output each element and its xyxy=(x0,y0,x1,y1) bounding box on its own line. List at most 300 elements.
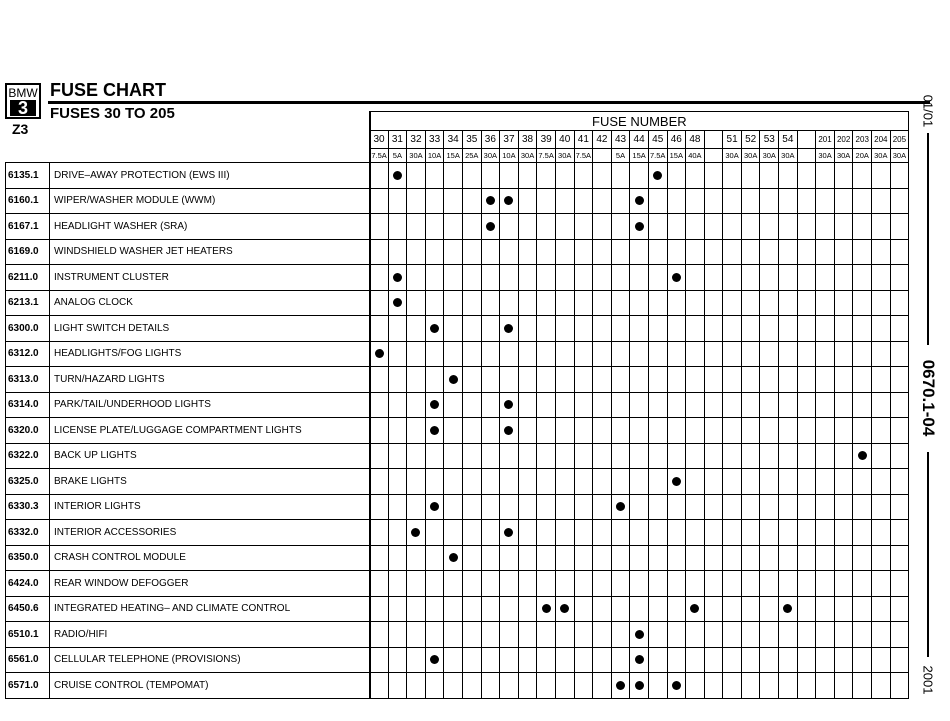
fuse-cell xyxy=(816,290,835,316)
fuse-cell xyxy=(630,520,649,546)
fuse-cell xyxy=(686,647,705,673)
fuse-cell xyxy=(537,367,556,393)
fuse-cell xyxy=(760,341,779,367)
fuse-cell xyxy=(518,265,537,291)
fuse-used-dot xyxy=(430,655,439,664)
table-row xyxy=(6,571,909,597)
fuse-cell xyxy=(853,239,872,265)
fuse-cell xyxy=(686,596,705,622)
fuse-amperage-cell xyxy=(704,149,723,163)
fuse-cell xyxy=(797,239,816,265)
fuse-cell xyxy=(797,214,816,240)
fuse-cell xyxy=(593,290,612,316)
fuse-cell xyxy=(667,647,686,673)
fuse-cell xyxy=(388,392,407,418)
fuse-cell xyxy=(462,673,481,699)
fuse-cell xyxy=(574,341,593,367)
fuse-cell xyxy=(574,545,593,571)
fuse-cell xyxy=(611,214,630,240)
fuse-cell xyxy=(779,443,798,469)
fuse-cell xyxy=(704,239,723,265)
fuse-cell xyxy=(425,494,444,520)
fuse-cell xyxy=(872,596,891,622)
fuse-cell xyxy=(574,443,593,469)
fuse-cell xyxy=(834,545,853,571)
fuse-cell xyxy=(630,596,649,622)
fuse-cell xyxy=(593,622,612,648)
fuse-cell xyxy=(816,392,835,418)
fuse-cell xyxy=(481,163,500,189)
fuse-amperage-cell: 7.5A xyxy=(537,149,556,163)
fuse-cell xyxy=(407,239,426,265)
fuse-cell xyxy=(518,443,537,469)
fuse-cell xyxy=(518,392,537,418)
fuse-cell xyxy=(890,239,909,265)
fuse-cell xyxy=(741,545,760,571)
fuse-cell xyxy=(834,163,853,189)
fuse-amperage-cell xyxy=(593,149,612,163)
fuse-cell xyxy=(555,571,574,597)
fuse-cell xyxy=(779,469,798,495)
fuse-cell xyxy=(704,545,723,571)
fuse-cell xyxy=(462,392,481,418)
fuse-cell xyxy=(537,494,556,520)
circuit-description: CRUISE CONTROL (TEMPOMAT) xyxy=(50,673,370,699)
fuse-cell xyxy=(630,163,649,189)
fuse-cell xyxy=(834,290,853,316)
fuse-amperage-cell: 20A xyxy=(853,149,872,163)
fuse-number-cell: 44 xyxy=(630,131,649,149)
fuse-cell xyxy=(667,392,686,418)
fuse-cell xyxy=(537,520,556,546)
fuse-cell xyxy=(611,265,630,291)
fuse-number-cell: 42 xyxy=(593,131,612,149)
fuse-cell xyxy=(797,290,816,316)
fuse-cell xyxy=(518,316,537,342)
fuse-cell xyxy=(425,188,444,214)
fuse-cell xyxy=(853,418,872,444)
fuse-cell xyxy=(853,341,872,367)
fuse-cell xyxy=(425,316,444,342)
fuse-cell xyxy=(574,367,593,393)
fuse-used-dot xyxy=(393,298,402,307)
fuse-cell xyxy=(816,188,835,214)
fuse-cell xyxy=(481,622,500,648)
fuse-cell xyxy=(537,596,556,622)
fuse-number-cell: 40 xyxy=(555,131,574,149)
fuse-cell xyxy=(555,392,574,418)
fuse-cell xyxy=(760,520,779,546)
fuse-cell xyxy=(630,418,649,444)
fuse-cell xyxy=(630,443,649,469)
fuse-cell xyxy=(853,520,872,546)
fuse-cell xyxy=(667,214,686,240)
fuse-cell xyxy=(481,392,500,418)
fuse-cell xyxy=(760,647,779,673)
fuse-cell xyxy=(686,622,705,648)
fuse-amperage-cell: 7.5A xyxy=(370,149,389,163)
fuse-cell xyxy=(816,469,835,495)
fuse-number-cell: 51 xyxy=(723,131,742,149)
fuse-cell xyxy=(853,673,872,699)
table-row xyxy=(6,545,909,571)
circuit-description: WIPER/WASHER MODULE (WWM) xyxy=(50,188,370,214)
circuit-description: LIGHT SWITCH DETAILS xyxy=(50,316,370,342)
fuse-cell xyxy=(555,188,574,214)
fuse-cell xyxy=(686,520,705,546)
fuse-number-cell xyxy=(704,131,723,149)
fuse-cell xyxy=(834,443,853,469)
fuse-cell xyxy=(444,214,463,240)
fuse-cell xyxy=(388,545,407,571)
fuse-cell xyxy=(779,520,798,546)
fuse-cell xyxy=(611,571,630,597)
fuse-number-cell: 48 xyxy=(686,131,705,149)
fuse-cell xyxy=(388,316,407,342)
fuse-cell xyxy=(407,494,426,520)
fuse-cell xyxy=(388,418,407,444)
fuse-cell xyxy=(779,545,798,571)
fuse-cell xyxy=(686,494,705,520)
fuse-number-cell: 32 xyxy=(407,131,426,149)
fuse-cell xyxy=(816,443,835,469)
fuse-used-dot xyxy=(504,528,513,537)
fuse-cell xyxy=(890,367,909,393)
fuse-cell xyxy=(407,571,426,597)
fuse-number-cell: 31 xyxy=(388,131,407,149)
fuse-cell xyxy=(630,647,649,673)
fuse-cell xyxy=(648,571,667,597)
fuse-cell xyxy=(500,469,519,495)
fuse-cell xyxy=(481,290,500,316)
fuse-cell xyxy=(555,367,574,393)
fuse-cell xyxy=(555,596,574,622)
fuse-cell xyxy=(704,214,723,240)
circuit-code: 6160.1 xyxy=(6,188,50,214)
fuse-cell xyxy=(555,520,574,546)
fuse-cell xyxy=(834,469,853,495)
fuse-cell xyxy=(370,545,389,571)
fuse-cell xyxy=(853,316,872,342)
fuse-cell xyxy=(388,571,407,597)
fuse-cell xyxy=(648,418,667,444)
fuse-cell xyxy=(741,290,760,316)
fuse-cell xyxy=(444,392,463,418)
fuse-used-dot xyxy=(635,222,644,231)
fuse-cell xyxy=(611,469,630,495)
fuse-cell xyxy=(779,265,798,291)
fuse-cell xyxy=(574,520,593,546)
fuse-cell xyxy=(816,622,835,648)
fuse-cell xyxy=(574,290,593,316)
fuse-cell xyxy=(723,571,742,597)
fuse-cell xyxy=(816,367,835,393)
fuse-cell xyxy=(370,239,389,265)
fuse-used-dot xyxy=(672,477,681,486)
fuse-cell xyxy=(648,596,667,622)
fuse-used-dot xyxy=(635,630,644,639)
fuse-number-cell: 36 xyxy=(481,131,500,149)
fuse-number-heading: FUSE NUMBER xyxy=(370,112,909,131)
fuse-cell xyxy=(890,392,909,418)
fuse-cell xyxy=(779,673,798,699)
fuse-cell xyxy=(667,622,686,648)
fuse-cell xyxy=(462,214,481,240)
fuse-cell xyxy=(704,265,723,291)
fuse-cell xyxy=(537,265,556,291)
fuse-used-dot xyxy=(430,426,439,435)
fuse-cell xyxy=(648,469,667,495)
fuse-number-cell: 52 xyxy=(741,131,760,149)
fuse-cell xyxy=(593,571,612,597)
fuse-cell xyxy=(741,443,760,469)
fuse-cell xyxy=(723,214,742,240)
fuse-cell xyxy=(370,367,389,393)
fuse-cell xyxy=(425,647,444,673)
fuse-cell xyxy=(444,520,463,546)
fuse-cell xyxy=(500,443,519,469)
fuse-cell xyxy=(779,596,798,622)
fuse-cell xyxy=(388,367,407,393)
fuse-cell xyxy=(760,392,779,418)
fuse-cell xyxy=(481,673,500,699)
fuse-number-cell: 37 xyxy=(500,131,519,149)
fuse-used-dot xyxy=(616,681,625,690)
fuse-cell xyxy=(797,647,816,673)
fuse-cell xyxy=(760,571,779,597)
fuse-cell xyxy=(667,239,686,265)
fuse-cell xyxy=(890,163,909,189)
fuse-cell xyxy=(648,494,667,520)
table-row xyxy=(6,443,909,469)
fuse-cell xyxy=(500,494,519,520)
fuse-amperage-cell: 30A xyxy=(872,149,891,163)
fuse-number-cell: 43 xyxy=(611,131,630,149)
fuse-cell xyxy=(797,596,816,622)
fuse-cell xyxy=(444,367,463,393)
fuse-cell xyxy=(741,214,760,240)
fuse-cell xyxy=(667,545,686,571)
table-row xyxy=(6,163,909,189)
fuse-used-dot xyxy=(672,273,681,282)
fuse-cell xyxy=(667,290,686,316)
fuse-cell xyxy=(593,265,612,291)
fuse-cell xyxy=(834,265,853,291)
fuse-cell xyxy=(425,545,444,571)
fuse-cell xyxy=(686,341,705,367)
fuse-cell xyxy=(555,545,574,571)
fuse-cell xyxy=(834,647,853,673)
fuse-cell xyxy=(779,290,798,316)
fuse-cell xyxy=(648,673,667,699)
logo-model: Z3 xyxy=(12,121,29,137)
table-row xyxy=(6,520,909,546)
fuse-cell xyxy=(462,316,481,342)
fuse-cell xyxy=(425,392,444,418)
fuse-cell xyxy=(611,622,630,648)
fuse-cell xyxy=(500,214,519,240)
fuse-cell xyxy=(872,265,891,291)
fuse-cell xyxy=(853,622,872,648)
fuse-cell xyxy=(593,494,612,520)
circuit-description: RADIO/HIFI xyxy=(50,622,370,648)
fuse-amperage-cell: 15A xyxy=(630,149,649,163)
fuse-cell xyxy=(797,418,816,444)
fuse-cell xyxy=(555,494,574,520)
fuse-cell xyxy=(834,392,853,418)
fuse-cell xyxy=(407,520,426,546)
side-doc-number: 0670.1-04 xyxy=(919,359,938,437)
circuit-code: 6571.0 xyxy=(6,673,50,699)
circuit-description: LICENSE PLATE/LUGGAGE COMPARTMENT LIGHTS xyxy=(50,418,370,444)
fuse-cell xyxy=(853,367,872,393)
fuse-cell xyxy=(444,290,463,316)
fuse-cell xyxy=(667,520,686,546)
fuse-cell xyxy=(407,188,426,214)
fuse-cell xyxy=(834,214,853,240)
fuse-cell xyxy=(611,443,630,469)
fuse-amperage-cell: 30A xyxy=(555,149,574,163)
fuse-cell xyxy=(741,392,760,418)
table-row xyxy=(6,239,909,265)
page-subtitle: FUSES 30 TO 205 xyxy=(50,105,175,122)
fuse-cell xyxy=(667,341,686,367)
fuse-cell xyxy=(797,622,816,648)
fuse-cell xyxy=(444,469,463,495)
fuse-cell xyxy=(425,214,444,240)
fuse-cell xyxy=(611,647,630,673)
fuse-cell xyxy=(593,367,612,393)
fuse-cell xyxy=(388,163,407,189)
fuse-cell xyxy=(425,622,444,648)
fuse-cell xyxy=(816,341,835,367)
fuse-cell xyxy=(407,443,426,469)
fuse-cell xyxy=(593,418,612,444)
fuse-cell xyxy=(667,469,686,495)
fuse-cell xyxy=(388,494,407,520)
fuse-cell xyxy=(890,316,909,342)
fuse-cell xyxy=(481,316,500,342)
circuit-code: 6169.0 xyxy=(6,239,50,265)
fuse-cell xyxy=(370,494,389,520)
fuse-cell xyxy=(574,316,593,342)
fuse-cell xyxy=(890,188,909,214)
fuse-cell xyxy=(518,673,537,699)
fuse-cell xyxy=(890,571,909,597)
fuse-used-dot xyxy=(393,171,402,180)
fuse-cell xyxy=(500,622,519,648)
fuse-cell xyxy=(481,214,500,240)
fuse-cell xyxy=(444,341,463,367)
fuse-cell xyxy=(648,647,667,673)
fuse-cell xyxy=(462,265,481,291)
circuit-code: 6322.0 xyxy=(6,443,50,469)
fuse-used-dot xyxy=(672,681,681,690)
fuse-cell xyxy=(704,341,723,367)
fuse-cell xyxy=(779,316,798,342)
fuse-cell xyxy=(407,214,426,240)
fuse-cell xyxy=(630,214,649,240)
fuse-cell xyxy=(872,418,891,444)
fuse-cell xyxy=(890,418,909,444)
fuse-cell xyxy=(686,214,705,240)
fuse-cell xyxy=(593,188,612,214)
fuse-cell xyxy=(388,214,407,240)
fuse-cell xyxy=(834,341,853,367)
fuse-cell xyxy=(593,469,612,495)
fuse-cell xyxy=(611,341,630,367)
fuse-cell xyxy=(500,392,519,418)
fuse-cell xyxy=(797,673,816,699)
fuse-used-dot xyxy=(393,273,402,282)
fuse-cell xyxy=(537,469,556,495)
fuse-cell xyxy=(816,163,835,189)
table-row xyxy=(6,214,909,240)
fuse-cell xyxy=(537,545,556,571)
circuit-code: 6510.1 xyxy=(6,622,50,648)
fuse-amperage-cell xyxy=(797,149,816,163)
fuse-cell xyxy=(407,316,426,342)
fuse-cell xyxy=(667,163,686,189)
fuse-amperage-cell: 30A xyxy=(723,149,742,163)
fuse-cell xyxy=(704,316,723,342)
fuse-cell xyxy=(370,469,389,495)
fuse-cell xyxy=(425,265,444,291)
fuse-cell xyxy=(481,341,500,367)
fuse-amperage-cell: 30A xyxy=(834,149,853,163)
fuse-cell xyxy=(444,647,463,673)
fuse-cell xyxy=(425,469,444,495)
circuit-description: INSTRUMENT CLUSTER xyxy=(50,265,370,291)
fuse-number-cell: 53 xyxy=(760,131,779,149)
fuse-cell xyxy=(686,367,705,393)
fuse-cell xyxy=(760,545,779,571)
fuse-cell xyxy=(704,571,723,597)
fuse-cell xyxy=(444,316,463,342)
fuse-cell xyxy=(574,571,593,597)
fuse-cell xyxy=(779,571,798,597)
fuse-cell xyxy=(574,392,593,418)
fuse-cell xyxy=(462,596,481,622)
fuse-cell xyxy=(872,214,891,240)
fuse-number-cell: 41 xyxy=(574,131,593,149)
fuse-cell xyxy=(518,545,537,571)
fuse-cell xyxy=(555,316,574,342)
fuse-cell xyxy=(704,673,723,699)
fuse-cell xyxy=(537,418,556,444)
fuse-cell xyxy=(816,316,835,342)
fuse-cell xyxy=(872,647,891,673)
fuse-cell xyxy=(537,673,556,699)
fuse-number-cell: 203 xyxy=(853,131,872,149)
fuse-cell xyxy=(686,239,705,265)
fuse-cell xyxy=(388,596,407,622)
fuse-cell xyxy=(462,520,481,546)
fuse-cell xyxy=(741,367,760,393)
fuse-cell xyxy=(630,341,649,367)
fuse-cell xyxy=(407,367,426,393)
circuit-code: 6300.0 xyxy=(6,316,50,342)
fuse-cell xyxy=(741,673,760,699)
fuse-cell xyxy=(704,367,723,393)
fuse-cell xyxy=(686,418,705,444)
fuse-cell xyxy=(872,316,891,342)
fuse-cell xyxy=(370,163,389,189)
circuit-code: 6325.0 xyxy=(6,469,50,495)
fuse-cell xyxy=(704,188,723,214)
fuse-cell xyxy=(407,418,426,444)
fuse-used-dot xyxy=(635,681,644,690)
